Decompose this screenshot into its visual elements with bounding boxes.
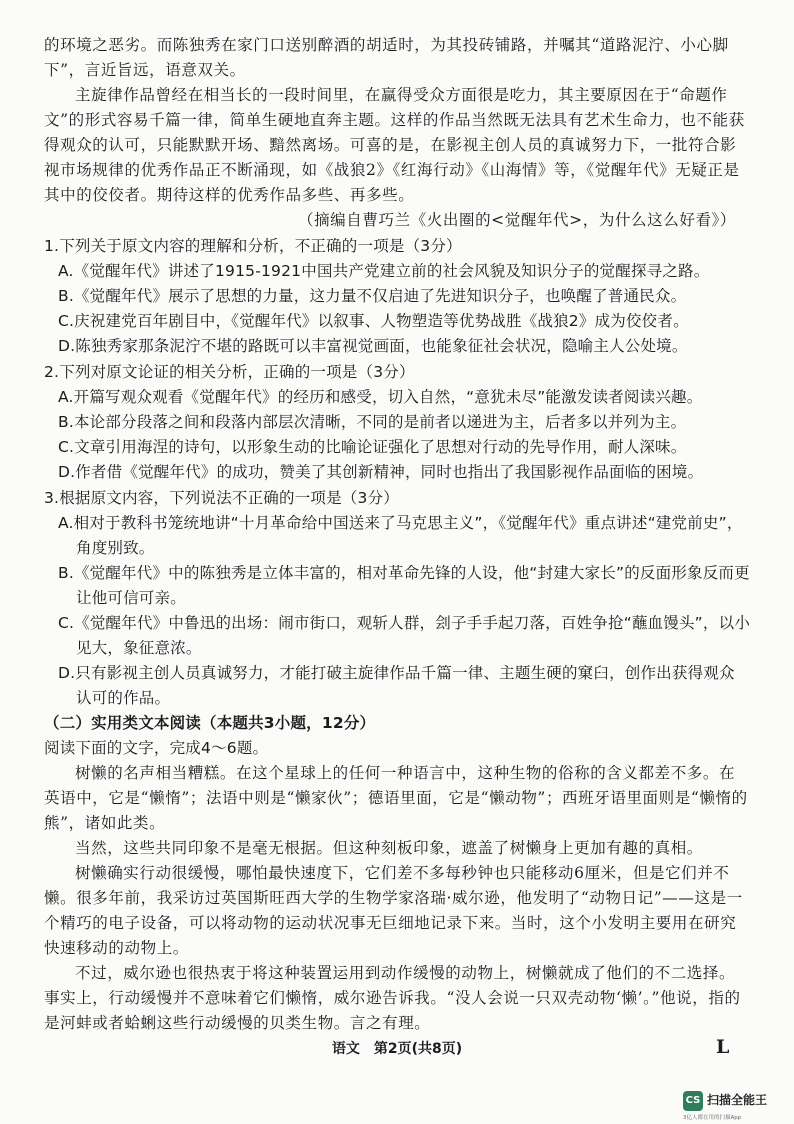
scanner-watermark [683, 1089, 793, 1123]
option-a: A.《觉醒年代》讲述了1915-1921中国共产党建立前的社会风貌及知识分子的觉醒探寻之路。 [58, 262, 710, 280]
watermark-name: 扫描全能王 [707, 1093, 768, 1107]
article-paragraph: 树懒的名声相当糟糕。在这个星球上的任何一种语言中，这种生物的俗称的含义都差不多。在英语中，它是“懒惰”；法语中则是“懒家伙”；德语里面，它是“懒动物”；西班牙语里面则是“懒惰的熊”，诸如此类。 [44, 764, 748, 832]
option-b: B.《觉醒年代》展示了思想的力量，这力量不仅启迪了先进知识分子，也唤醒了普通民众。 [58, 287, 687, 305]
page-content [44, 33, 750, 1036]
section-instruction: 阅读下面的文字，完成4～6题。 [44, 739, 269, 757]
passage-paragraph: 主旋律作品曾经在相当长的一段时间里，在赢得受众方面很是吃力，其主要原因在于“命题作文”的形式容易千篇一律，简单生硬地直奔主题。这样的作品当然既无法具有艺术生命力，也不能获得观众的认可，只能默默开场、黯然离场。可喜的是，在影视主创人员的真诚努力下，一批符合影视市场规律的优秀作品正不断涌现，如《战狼2》《红海行动》《山海情》等，《觉醒年代》无疑正是其中的佼佼者。期待这样的优秀作品多些、再多些。 [44, 86, 745, 204]
page-footer: 语文 第2页(共8页) [331, 1041, 463, 1057]
section-heading: （二）实用类文本阅读（本题共3小题，12分） [44, 714, 376, 732]
option-d: D.陈独秀家那条泥泞不堪的路既可以丰富视觉画面，也能象征社会状况，隐喻主人公处境。 [58, 337, 688, 355]
question-3 [44, 486, 750, 711]
option-a: A.相对于教科书笼统地讲“十月革命给中国送来了马克思主义”，《觉醒年代》重点讲述“建党前史”，角度别致。 [58, 514, 743, 557]
option-c: C.文章引用海涅的诗句，以形象生动的比喻论证强化了思想对行动的先导作用，耐人深味。 [58, 438, 687, 456]
option-c: C.庆祝建党百年剧目中，《觉醒年代》以叙事、人物塑造等优势战胜《战狼2》成为佼佼者。 [58, 312, 689, 330]
question-2 [44, 360, 750, 485]
article-paragraph: 不过，威尔逊也很热衷于将这种装置运用到动作缓慢的动物上，树懒就成了他们的不二选择。事实上，行动缓慢并不意味着它们懒惰，威尔逊告诉我。“没人会说一只双壳动物‘懒’。”他说，指的是河蚌或者蛤蜊这些行动缓慢的贝类生物。言之有理。 [44, 964, 741, 1032]
question-stem: 2.下列对原文论证的相关分析，正确的一项是（3分） [44, 363, 415, 381]
question-stem: 1.下列关于原文内容的理解和分析，不正确的一项是（3分） [44, 237, 462, 255]
camscanner-logo-icon: CS [683, 1091, 703, 1111]
question-1 [44, 234, 750, 359]
watermark-subtitle: 3亿人都在用的扫描App [683, 1115, 742, 1121]
option-c: C.《觉醒年代》中鲁迅的出场：闹市街口，观斩人群，刽子手手起刀落，百姓争抢“蘸血馒头”，以小见大，象征意浓。 [58, 614, 751, 657]
option-a: A.开篇写观众观看《觉醒年代》的经历和感受，切入自然，“意犹未尽”能激发读者阅读兴趣。 [58, 388, 703, 406]
option-b: B.本论部分段落之间和段落内部层次清晰，不同的是前者以递进为主，后者多以并列为主。 [58, 413, 687, 431]
option-b: B.《觉醒年代》中的陈独秀是立体丰富的，相对革命先锋的人设，他“封建大家长”的反面形象反而更让他可信可亲。 [58, 564, 750, 607]
article-paragraph: 当然，这些共同印象不是毫无根据。但这种刻板印象，遮盖了树懒身上更加有趣的真相。 [75, 839, 703, 857]
option-d: D.只有影视主创人员真诚努力，才能打破主旋律作品千篇一律、主题生硬的窠臼，创作出获得观众认可的作品。 [58, 664, 735, 707]
passage-source: （摘编自曹巧兰《火出圈的<觉醒年代>，为什么这么好看》） [297, 211, 736, 229]
passage-paragraph: 的环境之恶劣。而陈独秀在家门口送别醉酒的胡适时，为其投砖铺路，并嘱其“道路泥泞、小心脚下”，言近旨远，语意双关。 [44, 36, 729, 79]
question-stem: 3.根据原文内容，下列说法不正确的一项是（3分） [44, 489, 399, 507]
option-d: D.作者借《觉醒年代》的成功，赞美了其创新精神，同时也指出了我国影视作品面临的困境。 [58, 463, 704, 481]
article-paragraph: 树懒确实行动很缓慢，哪怕最快速度下，它们差不多每秒钟也只能移动6厘米，但是它们并不懒。很多年前，我采访过英国斯旺西大学的生物学家洛瑞·威尔逊，他发明了“动物日记”——这是一个精巧的电子设备，可以将动物的运动状况事无巨细地记录下来。当时，这个小发明主要用在研究快速移动的动物上。 [44, 864, 743, 957]
paper-version-letter: L [716, 1036, 730, 1058]
